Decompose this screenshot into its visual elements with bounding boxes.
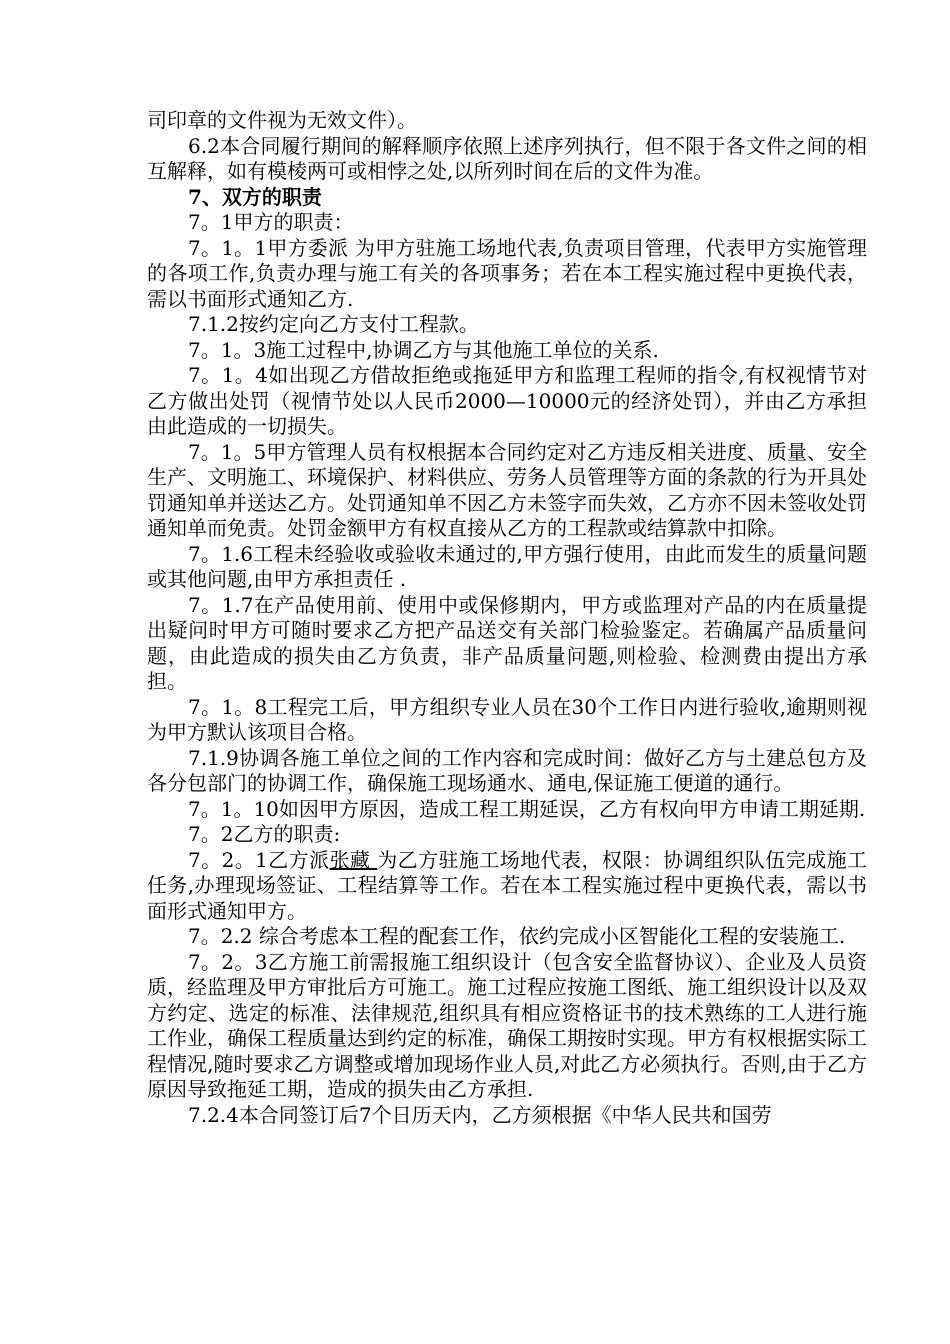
paragraph-continuation: 司印章的文件视为无效文件）。 xyxy=(147,108,417,132)
clause-7-1-6: 7。1.6工程未经验收或验收未通过的,甲方强行使用，由此而发生的质量问题或其他问题,由甲方承担责任 . xyxy=(147,541,867,591)
clause-7-2-2: 7。2.2 综合考虑本工程的配套工作，依约完成小区智能化工程的安装施工. xyxy=(188,924,846,948)
clause-7-2-1-text: 为乙方驻施工场地代表，权限：协调组织队伍完成施工任务,办理现场签证、工程结算等工作。若在本工程实施过程中更换代表，需以书面形式通知甲方。 xyxy=(147,847,867,923)
clause-7-1: 7。1甲方的职责： xyxy=(188,210,354,234)
clause-7-1-5: 7。1。5甲方管理人员有权根据本合同约定对乙方违反相关进度、质量、安全生产、文明施工、环境保护、材料供应、劳务人员管理等方面的条款的行为开具处罚通知单并送达乙方。处罚通知单不因乙方未签字而失效，乙方亦不因未签收处罚通知单而免责。处罚金额甲方有权直接从乙方的工程款或结算款中扣除。 xyxy=(147,439,867,540)
clause-7-2-3: 7。2。3乙方施工前需报施工组织设计（包含安全监督协议）、企业及人员资质，经监理及甲方审批后方可施工。施工过程应按施工图纸、施工组织设计以及双方约定、选定的标准、法律规范,组织具有相应资格证书的技术熟练的工人进行施工作业，确保工程质量达到约定的标准，确保工期按时实现。甲方有权根据实际工程情况,随时要求乙方调整或增加现场作业人员,对此乙方必须执行。否则,由于乙方原因导致拖延工期，造成的损失由乙方承担. xyxy=(147,949,867,1101)
clause-7-2-1 xyxy=(147,848,867,925)
section-heading-7: 7、双方的职责 xyxy=(188,184,322,209)
clause-7-2-1-prefix: 7。2。1乙方派 xyxy=(188,847,330,872)
clause-7-1-7: 7。1.7在产品使用前、使用中或保修期内，甲方或监理对产品的内在质量提出疑问时甲方可随时要求乙方把产品送交有关部门检验鉴定。若确属产品质量问题，由此造成的损失由乙方负责，非产品质量问题,则检验、检测费由提出方承担。 xyxy=(147,592,867,693)
clause-7-1-10: 7。1。10如因甲方原因，造成工程工期延误，乙方有权向甲方申请工期延期. xyxy=(188,796,866,821)
clause-7-2: 7。2乙方的职责: xyxy=(188,822,341,846)
clause-7-1-3: 7。1。3施工过程中,协调乙方与其他施工单位的关系. xyxy=(188,337,659,362)
clause-7-1-9: 7.1.9协调各施工单位之间的工作内容和完成时间：做好乙方与土建总包方及各分包部门的协调工作，确保施工现场通水、通电,保证施工便道的通行。 xyxy=(147,745,867,795)
clause-7-2-4: 7.2.4本合同签订后7个日历天内，乙方须根据《中华人民共和国劳 xyxy=(188,1102,772,1127)
clause-7-1-4: 7。1。4如出现乙方借故拒绝或拖延甲方和监理工程师的指令,有权视情节对乙方做出处罚（视情节处以人民币2000—10000元的经济处罚），并由乙方承担由此造成的一切损失。 xyxy=(147,363,867,438)
clause-7-1-8: 7。1。8工程完工后，甲方组织专业人员在30个工作日内进行验收,逾期则视为甲方默认该项目合格。 xyxy=(147,694,867,744)
clause-7-1-2: 7.1.2按约定向乙方支付工程款。 xyxy=(188,312,479,336)
document-body xyxy=(147,108,867,1128)
clause-6-2: 6.2本合同履行期间的解释顺序依照上述序列执行，但不限于各文件之间的相互解释，如有模棱两可或相悖之处,以所列时间在后的文件为准。 xyxy=(147,133,867,183)
clause-7-1-1: 7。1。1甲方委派 为甲方驻施工场地代表,负责项目管理，代表甲方实施管理的各项工作,负责办理与施工有关的各项事务；若在本工程实施过程中更换代表，需以书面形式通知乙方. xyxy=(147,235,867,311)
representative-name: 张藏 xyxy=(329,847,378,872)
